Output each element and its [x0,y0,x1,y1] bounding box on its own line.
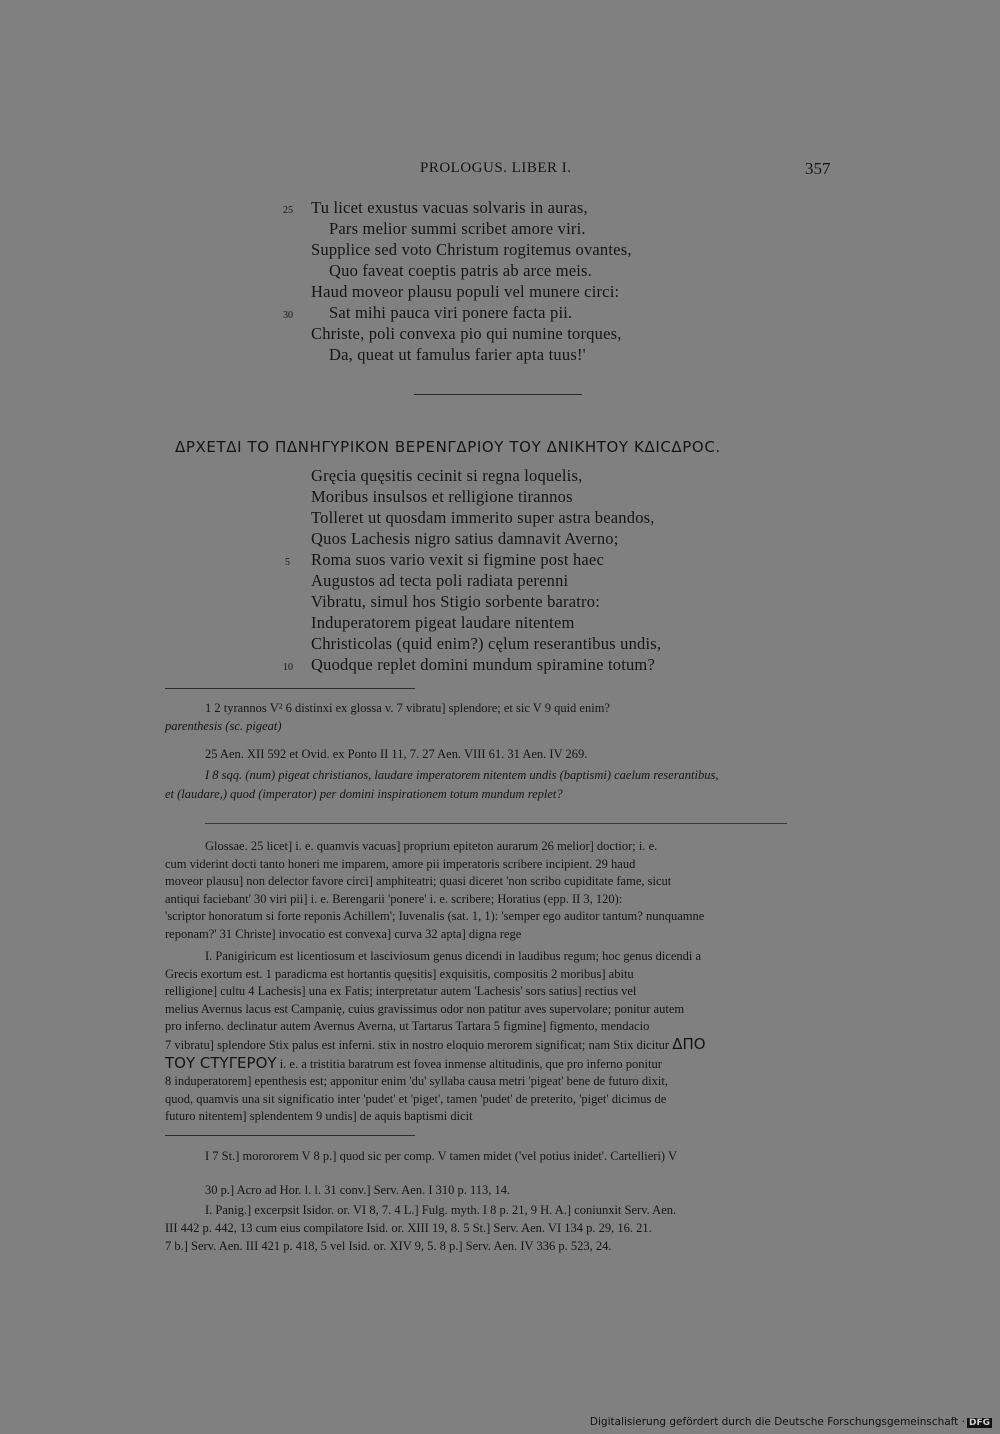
running-title: PROLOGUS. LIBER I. [420,160,572,176]
glossae-line: 8 induperatorem] epenthesis est; apponitur enim 'du' syllaba causa metri 'pigeat' bene de futuro dixit, [165,1074,668,1089]
glossae-line: relligione] cultu 4 Lachesis] una ex Fatis; interpretatur autem 'Lachesis' sors satius] rectius vel [165,984,637,999]
glossae-line: I. Panigiricum est licentiosum et lasciviosum genus dicendi in laudibus regum; hoc genus dicendi a [205,949,702,963]
glossae-block-2 [165,948,836,1126]
apparatus-line: parenthesis (sc. pigeat) [165,719,282,733]
line-number: 10 [283,662,293,673]
gloss-sources-line: III 442 p. 442, 13 cum eius compilatore Isid. or. XIII 19, 8. 5 St.] Serv. Aen. VI 134 p. 29, 16. 21. [165,1221,652,1235]
verse-line: Gręcia quęsitis cecinit si regna loquelis, [311,466,583,485]
line-number: 30 [283,310,293,321]
glossae-line: antiqui faciebant' 30 viri pii] i. e. Berengarii 'ponere' i. e. scribere; Horatius (epp. II 3, 120): [165,891,623,906]
sources-line: et (laudare,) quod (imperator) per domini inspirationem totum mundum replet? [165,787,563,801]
verse-line: Supplice sed voto Christum rogitemus ovantes, [311,240,632,259]
glossae-rule [205,823,787,824]
page-number: 357 [805,159,831,178]
dfg-logo: DFG [968,1418,990,1428]
glossae-line [165,1055,836,1074]
verse-line: Haud moveor plausu populi vel munere circi: [311,282,620,301]
verse-line: Christe, poli convexa pio qui numine torques, [311,324,622,343]
verse-line: Pars melior summi scribet amore viri. [329,219,586,238]
glossae-text: i. e. a tristitia baratrum est fovea inmense altitudinis, que pro inferno ponitur [276,1056,662,1071]
glossae-line: moveor plausu] non delector favore circi] amphiteatri; quasi diceret 'non scribo cupiditate fame, sicut [165,874,672,889]
gloss-sources-line: I. Panig.] excerpsit Isidor. or. VI 8, 7. 4 L.] Fulg. myth. I 8 p. 21, 9 H. A.] coniunxit Serv. Aen. [205,1203,677,1217]
verse-line: Tu licet exustus vacuas solvaris in auras, [311,198,588,217]
apparatus-rule-2 [165,1135,415,1136]
verse-line: Da, queat ut famulus farier apta tuus!' [329,345,586,364]
verse-line: Induperatorem pigeat laudare nitentem [311,613,575,632]
verse-line: Sat mihi pauca viri ponere facta pii. [329,303,573,322]
glossae-line: melius Avernus lacus est Campanię, cuius gravissimus odor non patitur aves supervolare; ponitur autem [165,1001,685,1016]
greek-phrase: ΤΟΥ CΤΥΓΕΡΟΥ [165,1053,277,1072]
verse-line: Augustos ad tecta poli radiata perenni [311,571,569,590]
verse-line: Roma suos vario vexit si figmine post haec [311,550,604,569]
glossae-line [165,1036,836,1055]
sources-line: I 8 sqq. (num) pigeat christianos, laudare imperatorem nitentem undis (baptismi) caelum reserantibus, [205,768,719,782]
glossae-line: quod, quamvis una sit significatio inter 'pudet' et 'piget', tamen 'pudet' de preterito, 'piget' dicimus de [165,1091,667,1106]
glossae-line: reponam?' 31 Christe] invocatio est convexa] curva 32 apta] digna rege [165,926,522,941]
glossae-line: Glossae. 25 licet] i. e. quamvis vacuas] proprium epiteton aurarum 26 melior] doctior; i. e. [205,839,658,853]
verse-line: Christicolas (quid enim?) cęlum reserantibus undis, [311,634,662,653]
glossae-text: 7 vibratu] splendore Stix palus est inferni. stix in nostro eloquio merorem significat; nam Stix dicitur [165,1037,670,1052]
verse-line: Moribus insulsos et relligione tirannos [311,487,573,506]
apparatus-rule [165,688,415,689]
verse-line: Quo faveat coeptis patris ab arce meis. [329,261,592,280]
section-divider [414,394,582,395]
glossae-line: pro inferno. declinatur autem Avernus Averna, ut Tartarus Tartara 5 figmine] figmento, mendacio [165,1019,650,1034]
sources-line: 25 Aen. XII 592 et Ovid. ex Ponto II 11, 7. 27 Aen. VIII 61. 31 Aen. IV 269. [205,747,588,761]
verse-line: Tolleret ut quosdam immerito super astra beandos, [311,508,655,527]
gloss-sources-line: 7 b.] Serv. Aen. III 421 p. 418, 5 vel Isid. or. XIV 9, 5. 8 p.] Serv. Aen. IV 336 p. 523, 24. [165,1239,612,1253]
glossae-line: 'scriptor honoratum si forte reponis Achillem'; Iuvenalis (sat. 1, 1): 'semper ego auditor tantum? nunquamne [165,909,705,924]
verse-line: Quodque replet domini mundum spiramine totum? [311,655,655,674]
funding-footer [590,1416,992,1428]
glossae-line: futuro nitentem] splendentem 9 undis] de aquis baptismi dicit [165,1109,473,1124]
verse-line: Vibratu, simul hos Stigio sorbente baratro: [311,592,600,611]
section-title: ΔΡΧΕΤΔΙ ΤΟ ΠΔΝΗΓΥΡΙΚΟΝ ΒΕΡΕΝΓΔΡΙΟΥ ΤΟΥ ΔΝΙΚΗΤΟΥ ΚΔΙCΔΡΟC. [175,438,721,456]
glossae-line: Grecis exortum est. 1 paradicma est hortantis quęsitis] exquisitis, compositis 2 moribus] abitu [165,966,634,981]
apparatus-line: 1 2 tyrannos V² 6 distinxi ex glossa v. 7 vibratu] splendore; et sic V 9 quid enim? [205,701,610,715]
line-number: 25 [283,205,293,216]
gloss-apparatus-line: I 7 St.] morororem V 8 p.] quod sic per comp. V tamen midet ('vel potius inidet'. Cartellieri) V [205,1149,678,1163]
greek-phrase: ΔΠΟ [672,1034,706,1053]
verse-line: Quos Lachesis nigro satius damnavit Averno; [311,529,619,548]
gloss-sources-line: 30 p.] Acro ad Hor. l. l. 31 conv.] Serv. Aen. I 310 p. 113, 14. [205,1183,511,1197]
line-number: 5 [285,557,290,568]
footer-text: Digitalisierung gefördert durch die Deutsche Forschungsgemeinschaft · [589,1416,965,1428]
glossae-block [165,838,836,944]
glossae-line: cum viderint docti tanto honeri me imparem, amore pii imperatoris scribere incipient. 29 haud [165,856,636,871]
